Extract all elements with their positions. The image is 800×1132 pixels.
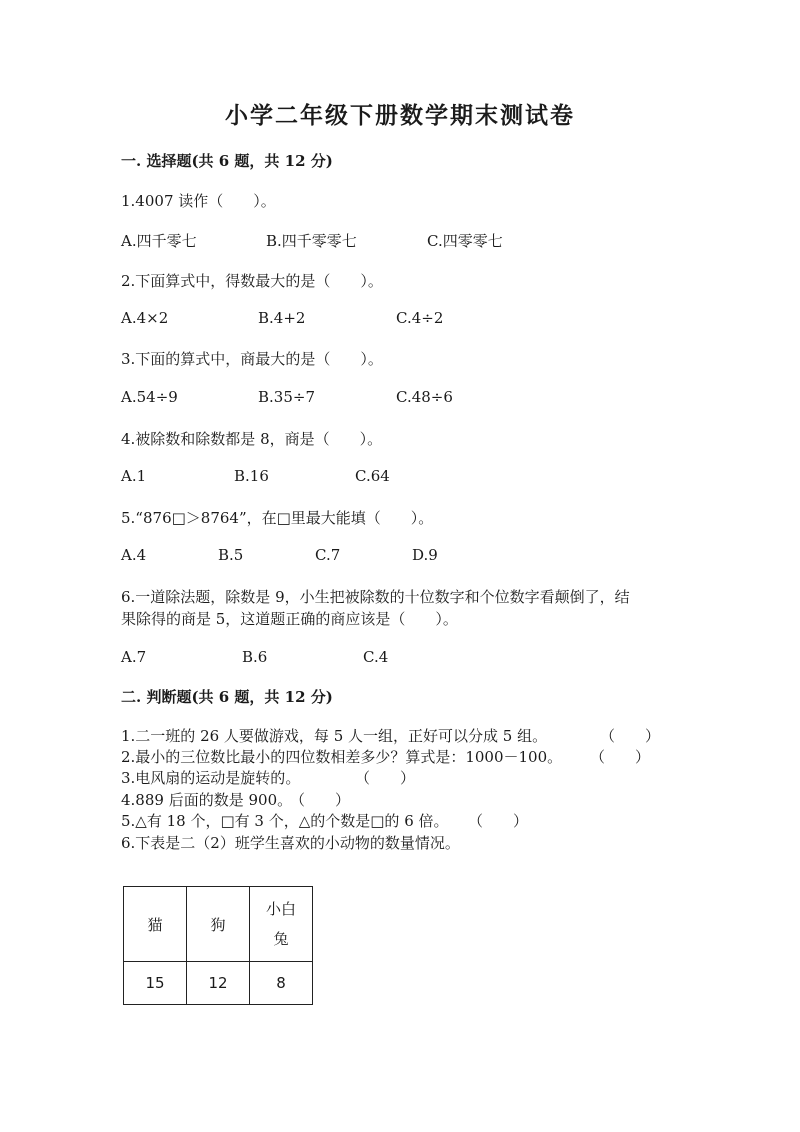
option-a: A.四千零七: [121, 232, 197, 250]
option-b: B.5: [218, 546, 244, 564]
option-a: A.1: [121, 467, 147, 485]
option-b: B.6: [242, 648, 268, 666]
option-c: C.四零零七: [427, 232, 503, 250]
answer-paren: （ ）: [600, 727, 661, 745]
statement-text: 6.下表是二（2）班学生喜欢的小动物的数量情况。: [121, 834, 460, 852]
answer-paren: （ ）: [590, 748, 651, 766]
statement-text: 2.最小的三位数比最小的四位数相差多少？算式是：1000－100。: [121, 748, 563, 766]
answer-paren: （ ）: [468, 812, 529, 830]
section-heading-choice: 一. 选择题(共 6 题，共 12 分): [121, 152, 333, 170]
statement-text: 4.889 后面的数是 900。: [121, 791, 293, 809]
statement-text: 5.△有 18 个，□有 3 个，△的个数是□的 6 倍。: [121, 812, 449, 830]
table-header-cell: 猫: [124, 887, 187, 962]
option-b: B.4+2: [258, 309, 306, 327]
table-cell: 12: [187, 962, 250, 1005]
question-text: 6.一道除法题，除数是 9，小生把被除数的十位数字和个位数字看颠倒了，结: [121, 588, 630, 606]
table-header-cell: [250, 887, 313, 962]
option-b: B.35÷7: [258, 388, 315, 406]
question-text: 2.下面算式中，得数最大的是（ ）。: [121, 272, 383, 290]
answer-paren: （ ）: [290, 791, 351, 809]
option-c: C.4: [363, 648, 389, 666]
option-c: C.7: [315, 546, 341, 564]
option-d: D.9: [412, 546, 438, 564]
option-a: A.4×2: [121, 309, 169, 327]
table-row: [124, 962, 313, 1005]
page-title: 小学二年级下册数学期末测试卷: [225, 102, 575, 129]
table-cell: 15: [124, 962, 187, 1005]
option-a: A.7: [121, 648, 147, 666]
question-text: 3.下面的算式中，商最大的是（ ）。: [121, 350, 383, 368]
option-c: C.48÷6: [396, 388, 453, 406]
statement-text: 1.二一班的 26 人要做游戏，每 5 人一组，正好可以分成 5 组。: [121, 727, 548, 745]
option-a: A.4: [121, 546, 147, 564]
table-cell: 8: [250, 962, 313, 1005]
table-header-cell: 狗: [187, 887, 250, 962]
option-b: B.16: [234, 467, 269, 485]
option-c: C.4÷2: [396, 309, 444, 327]
option-b: B.四千零零七: [266, 232, 357, 250]
section-heading-judge: 二. 判断题(共 6 题，共 12 分): [121, 688, 333, 706]
question-text: 1.4007 读作（ ）。: [121, 192, 276, 210]
option-a: A.54÷9: [121, 388, 178, 406]
table-row: [124, 887, 313, 962]
header-text: 小白: [265, 900, 296, 918]
statement-text: 3.电风扇的运动是旋转的。: [121, 769, 301, 787]
option-c: C.64: [355, 467, 390, 485]
question-text: 4.被除数和除数都是 8，商是（ ）。: [121, 430, 383, 448]
question-text: 果除得的商是 5，这道题正确的商应该是（ ）。: [121, 610, 458, 628]
question-text: 5.“876□＞8764”，在□里最大能填（ ）。: [121, 509, 434, 527]
animal-count-table: [123, 886, 313, 1005]
answer-paren: （ ）: [355, 769, 416, 787]
header-text: 兔: [273, 930, 289, 948]
